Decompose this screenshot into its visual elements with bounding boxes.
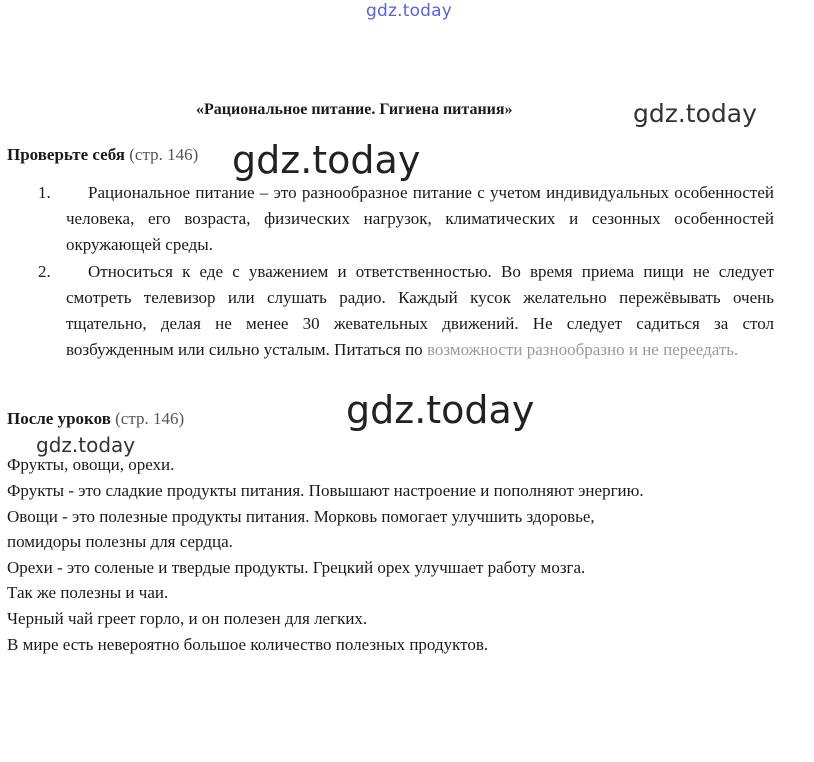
list-item	[38, 180, 774, 258]
list-text: Рациональное питание – это разнообразное питание с учетом индивидуальных особенностей человека, его возраста, физических нагрузок, климатических и сезонных особенностей окружающей среды.	[66, 183, 774, 254]
list-item	[38, 259, 774, 363]
list-text-faded-tail: возможности разнообразно и не переедать.	[426, 340, 739, 359]
list-text	[66, 259, 774, 363]
paragraph-line: Так же полезны и чаи.	[7, 583, 169, 602]
page-reference: (стр. 146)	[115, 409, 185, 428]
paragraph-line: Фрукты, овощи, орехи.	[7, 455, 175, 474]
watermark-large-2: gdz.today	[346, 388, 535, 432]
paragraph-line: помидоры полезны для сердца.	[7, 532, 233, 551]
document-title: «Рациональное питание. Гигиена питания»	[196, 101, 513, 118]
paragraph-line: Орехи - это соленые и твердые продукты. Грецкий орех улучшает работу мозга.	[7, 558, 586, 577]
heading-text: После уроков	[7, 409, 111, 428]
list-number: 1.	[38, 183, 51, 202]
watermark-top: gdz.today	[366, 1, 453, 21]
section-heading-check-yourself	[7, 145, 198, 165]
list-text-main: Относиться к еде с уважением и ответственностью. Во время приема пищи не следует смотреть телевизор или слушать радио. Каждый кусок желательно пережёвывать очень тщательно, делая не менее 30 жевательных движений. Не следует садиться за стол возбужденным или сильно усталым. Питаться по	[66, 262, 774, 359]
page-reference: (стр. 146)	[129, 145, 199, 164]
watermark-right: gdz.today	[633, 99, 757, 128]
paragraph-line: Черный чай греет горло, и он полезен для легких.	[7, 609, 368, 628]
paragraph-line: Фрукты - это сладкие продукты питания. Повышают настроение и пополняют энергию.	[7, 481, 644, 500]
watermark-large-1: gdz.today	[232, 138, 421, 182]
heading-text: Проверьте себя	[7, 145, 125, 164]
list-number: 2.	[38, 262, 51, 281]
watermark-left: gdz.today	[36, 433, 136, 457]
paragraph-line: В мире есть невероятно большое количество полезных продуктов.	[7, 635, 489, 654]
paragraph-line: Овощи - это полезные продукты питания. Морковь помогает улучшить здоровье,	[7, 507, 595, 526]
section-heading-after-lessons	[7, 409, 184, 429]
